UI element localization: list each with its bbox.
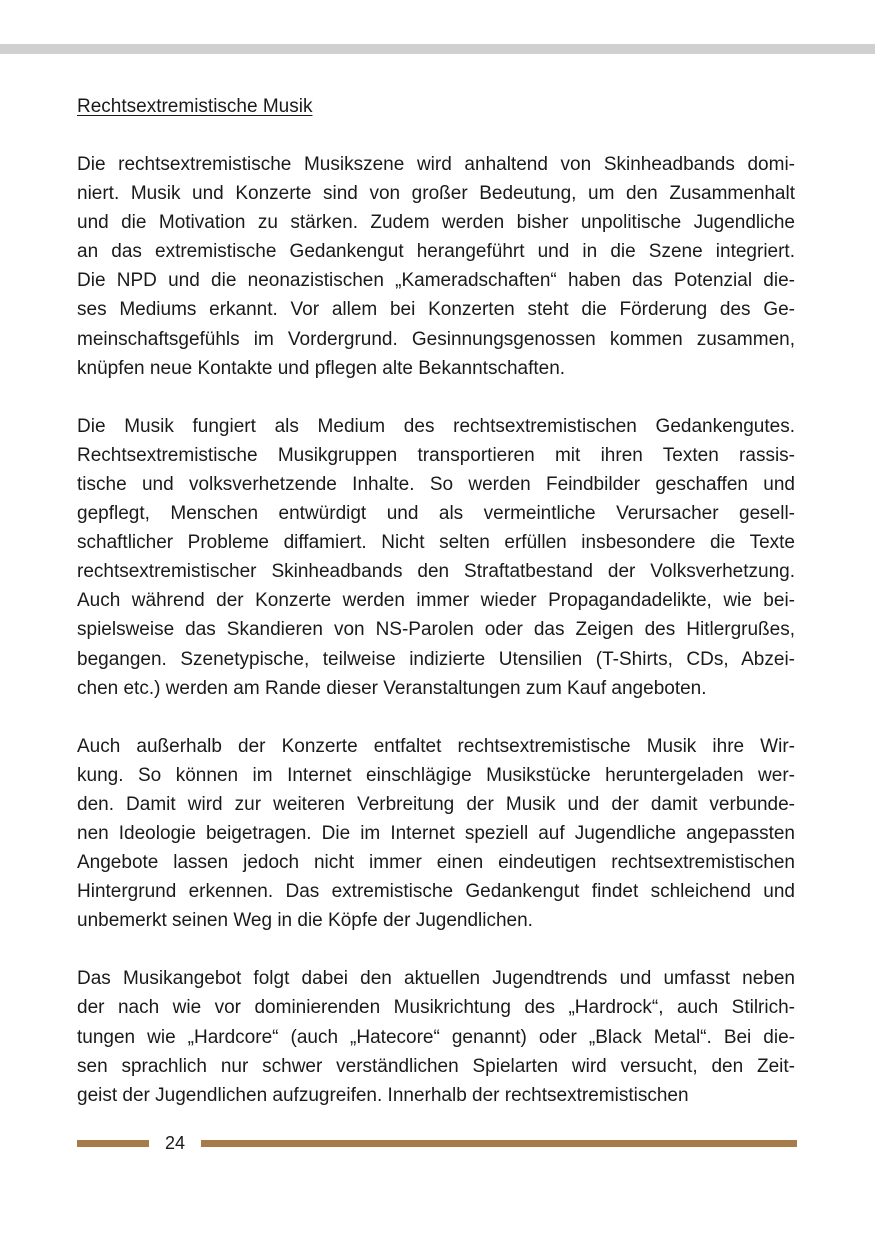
paragraph-line: schaftlicher Probleme diffamiert. Nicht selten erfüllen insbesondere die Texte <box>77 532 795 554</box>
page-number: 24 <box>164 1133 186 1153</box>
section-heading: Rechtsextremistische Musik <box>77 96 313 117</box>
paragraph-line: gepflegt, Menschen entwürdigt und als vermeintliche Verursacher gesell- <box>77 503 795 525</box>
paragraph-line: chen etc.) werden am Rande dieser Veranstaltungen zum Kauf angeboten. <box>77 677 707 699</box>
paragraph-line: den. Damit wird zur weiteren Verbreitung der Musik und der damit verbunde- <box>77 793 795 815</box>
top-divider <box>0 44 875 54</box>
page-footer <box>77 1131 797 1155</box>
paragraph-line: Die Musik fungiert als Medium des rechtsextremistischen Gedankengutes. <box>77 415 795 437</box>
paragraph-line: knüpfen neue Kontakte und pflegen alte Bekanntschaften. <box>77 357 566 379</box>
paragraph-line: an das extremistische Gedankengut herangeführt und in die Szene integriert. <box>77 241 795 263</box>
paragraph-line: Die NPD und die neonazistischen „Kameradschaften“ haben das Potenzial die- <box>77 270 795 292</box>
paragraph-line: und die Motivation zu stärken. Zudem werden bisher unpolitische Jugendliche <box>77 212 795 234</box>
footer-bar-left <box>77 1140 149 1147</box>
paragraph-line: unbemerkt seinen Weg in die Köpfe der Jugendlichen. <box>77 910 533 932</box>
paragraph-line: Rechtsextremistische Musikgruppen transportieren mit ihren Texten rassis- <box>77 444 795 466</box>
body-paragraph <box>77 964 795 1109</box>
paragraph-line: begangen. Szenetypische, teilweise indizierte Utensilien (T-Shirts, CDs, Abzei- <box>77 648 795 670</box>
paragraph-line: spielsweise das Skandieren von NS-Parolen oder das Zeigen des Hitlergrußes, <box>77 619 795 641</box>
body-paragraph <box>77 150 795 383</box>
paragraph-line: meinschaftsgefühls im Vordergrund. Gesinnungsgenossen kommen zusammen, <box>77 328 795 350</box>
paragraph-line: ses Mediums erkannt. Vor allem bei Konzerten steht die Förderung des Ge- <box>77 299 795 321</box>
paragraph-line: der nach wie vor dominierenden Musikrichtung des „Hardrock“, auch Stilrich- <box>77 997 795 1019</box>
paragraph-line: Angebote lassen jedoch nicht immer einen eindeutigen rechtsextremistischen <box>77 852 795 874</box>
body-paragraph <box>77 732 795 936</box>
paragraph-line: sen sprachlich nur schwer verständlichen Spielarten wird versucht, den Zeit- <box>77 1055 795 1077</box>
page-body <box>77 92 795 1139</box>
body-paragraph <box>77 412 795 703</box>
footer-bar-right <box>201 1140 797 1147</box>
paragraph-line: tungen wie „Hardcore“ (auch „Hatecore“ genannt) oder „Black Metal“. Bei die- <box>77 1026 795 1048</box>
paragraph-line: Die rechtsextremistische Musikszene wird anhaltend von Skinheadbands domi- <box>77 154 795 175</box>
paragraph-line: tische und volksverhetzende Inhalte. So werden Feindbilder geschaffen und <box>77 473 795 495</box>
paragraph-line: rechtsextremistischer Skinheadbands den Straftatbestand der Volksverhetzung. <box>77 561 795 583</box>
paragraph-line: Das Musikangebot folgt dabei den aktuellen Jugendtrends und umfasst neben <box>77 968 795 990</box>
paragraph-line: nen Ideologie beigetragen. Die im Internet speziell auf Jugendliche angepassten <box>77 822 795 844</box>
paragraph-line: niert. Musik und Konzerte sind von großer Bedeutung, um den Zusammenhalt <box>77 183 795 205</box>
paragraph-line: Auch außerhalb der Konzerte entfaltet rechtsextremistische Musik ihre Wir- <box>77 735 795 757</box>
paragraph-line: Auch während der Konzerte werden immer wieder Propagandadelikte, wie bei- <box>77 590 795 612</box>
paragraph-container <box>77 150 795 1110</box>
paragraph-line: Hintergrund erkennen. Das extremistische Gedankengut findet schleichend und <box>77 881 795 903</box>
paragraph-line: kung. So können im Internet einschlägige Musikstücke heruntergeladen wer- <box>77 764 795 786</box>
paragraph-line: geist der Jugendlichen aufzugreifen. Innerhalb der rechtsextremistischen <box>77 1084 689 1106</box>
